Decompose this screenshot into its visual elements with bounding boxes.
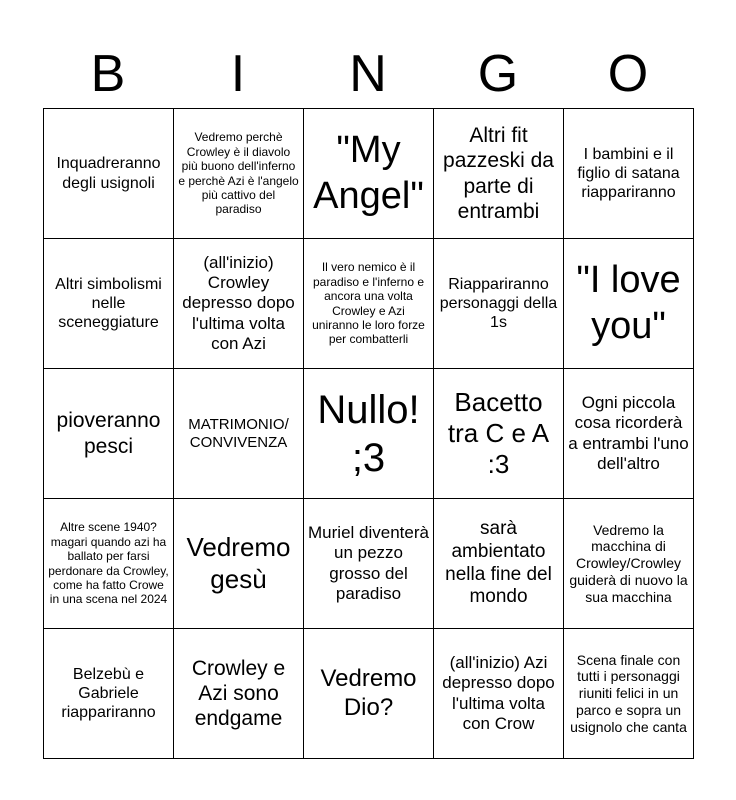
bingo-cell[interactable]: Crowley e Azi sono endgame xyxy=(174,629,304,759)
bingo-cell[interactable]: Vedremo Dio? xyxy=(304,629,434,759)
bingo-cell[interactable]: Muriel diventerà un pezzo grosso del paradiso xyxy=(304,499,434,629)
bingo-cell[interactable]: Altre scene 1940? magari quando azi ha ballato per farsi perdonare da Crowley, come ha fatto Crowe in una scena nel 2024 xyxy=(44,499,174,629)
bingo-cell[interactable]: Scena finale con tutti i personaggi riuniti felici in un parco e sopra un usignolo che canta xyxy=(564,629,694,759)
bingo-cell[interactable]: sarà ambientato nella fine del mondo xyxy=(434,499,564,629)
bingo-row xyxy=(44,239,694,369)
bingo-cell[interactable]: (all'inizio) Crowley depresso dopo l'ultima volta con Azi xyxy=(174,239,304,369)
bingo-cell[interactable]: Il vero nemico è il paradiso e l'inferno e ancora una volta Crowley e Azi uniranno le loro forze per combatterli xyxy=(304,239,434,369)
bingo-cell[interactable]: Riappariranno personaggi della 1s xyxy=(434,239,564,369)
bingo-cell[interactable]: "My Angel" xyxy=(304,109,434,239)
bingo-cell[interactable]: Vedremo gesù xyxy=(174,499,304,629)
bingo-cell[interactable]: (all'inizio) Azi depresso dopo l'ultima volta con Crow xyxy=(434,629,564,759)
bingo-cell[interactable]: Vedremo perchè Crowley è il diavolo più buono dell'inferno e perchè Azi è l'angelo più cattivo del paradiso xyxy=(174,109,304,239)
bingo-row xyxy=(44,629,694,759)
header-letter-g: G xyxy=(477,45,519,103)
bingo-grid xyxy=(43,108,694,759)
header-letter-n: N xyxy=(349,45,387,103)
bingo-row xyxy=(44,369,694,499)
bingo-cell[interactable]: Ogni piccola cosa ricorderà a entrambi l'uno dell'altro xyxy=(564,369,694,499)
header-letter-o: O xyxy=(607,45,649,103)
bingo-cell[interactable]: "I love you" xyxy=(564,239,694,369)
bingo-cell[interactable]: I bambini e il figlio di satana riappariranno xyxy=(564,109,694,239)
bingo-cell[interactable]: pioveranno pesci xyxy=(44,369,174,499)
header-letter-b: B xyxy=(90,45,126,103)
bingo-cell[interactable]: Vedremo la macchina di Crowley/Crowley guiderà di nuovo la sua macchina xyxy=(564,499,694,629)
bingo-cell[interactable]: Inquadreranno degli usignoli xyxy=(44,109,174,239)
bingo-cell[interactable]: Altri fit pazzeski da parte di entrambi xyxy=(434,109,564,239)
header-letter-i: I xyxy=(230,45,246,103)
bingo-cell[interactable]: MATRIMONIO/ CONVIVENZA xyxy=(174,369,304,499)
bingo-cell[interactable]: Altri simbolismi nelle sceneggiature xyxy=(44,239,174,369)
bingo-header xyxy=(43,40,693,108)
bingo-cell[interactable]: Bacetto tra C e A :3 xyxy=(434,369,564,499)
bingo-row xyxy=(44,499,694,629)
bingo-cell[interactable]: Belzebù e Gabriele riappariranno xyxy=(44,629,174,759)
bingo-cell[interactable]: Nullo! ;3 xyxy=(304,369,434,499)
bingo-row xyxy=(44,109,694,239)
